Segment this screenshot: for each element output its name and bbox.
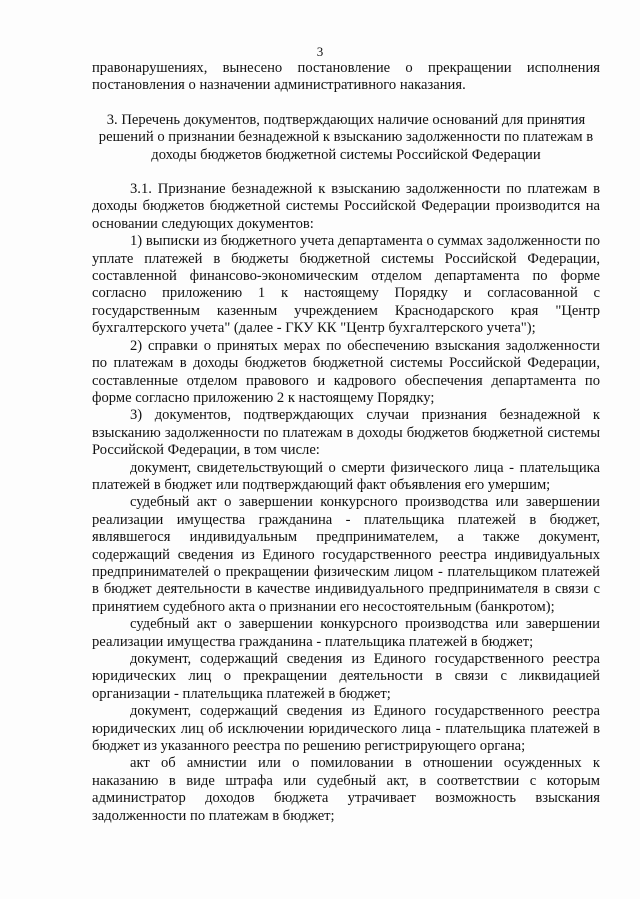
sub-item-bankruptcy-citizen: судебный акт о завершении конкурсного производства или завершении реализации имущества гражданина - плательщика платежей в бюджет; xyxy=(92,616,600,650)
sub-item-exclusion: документ, содержащий сведения из Единого государственного реестра юридических лиц об исключении юридического лица - плательщика платежей в бюджет из указанного реестра по решению регистрирующего органа; xyxy=(92,703,600,755)
sub-item-liquidation: документ, содержащий сведения из Единого государственного реестра юридических лиц о прекращении деятельности в связи с ликвидацией организации - плательщика платежей в бюджет; xyxy=(92,651,600,702)
list-item-1: 1) выписки из бюджетного учета департамента о суммах задолженности по уплате платежей в бюджеты бюджетной системы Российской Федерации, составленной финансово-экономическим отделом департамента по форме согласно приложению 1 к настоящему Порядку и согласованной с государственным казенным учреждением Краснодарского края "Центр бухгалтерского учета" (далее - ГКУ КК "Центр бухгалтерского учета"); xyxy=(92,233,600,337)
list-item-2: 2) справки о принятых мерах по обеспечению взыскания задолженности по платежам в доходы бюджетов бюджетной системы Российской Федерации, составленные отделом правового и кадрового обеспечения департамента по форме согласно приложению 2 к настоящему Порядку; xyxy=(92,337,600,406)
section-heading: 3. Перечень документов, подтверждающих наличие оснований для принятия решений о признании безнадежной к взысканию задолженности по платежам в доходы бюджетов бюджетной системы Российской Федерации xyxy=(98,111,594,163)
paragraph-3-1: 3.1. Признание безнадежной к взысканию задолженности по платежам в доходы бюджетов бюджетной системы Российской Федерации производится на основании следующих документов: xyxy=(92,181,600,232)
sub-item-death-document: документ, свидетельствующий о смерти физического лица - плательщика платежей в бюджет или подтверждающий факт объявления его умершим; xyxy=(92,459,600,493)
document-body xyxy=(92,60,600,825)
sub-item-amnesty: акт об амнистии или о помиловании в отношении осужденных к наказанию в виде штрафа или судебный акт, в соответствии с которым администратор доходов бюджета утрачивает возможность взыскания задолженности по платежам в бюджет; xyxy=(92,755,600,824)
page-number: 3 xyxy=(316,44,324,59)
paragraph-continuation: правонарушениях, вынесено постановление о прекращении исполнения постановления о назначении административного наказания. xyxy=(92,60,600,94)
sub-item-bankruptcy-entrepreneur: судебный акт о завершении конкурсного производства или завершении реализации имущества гражданина - плательщика платежей в бюджет, являвшегося индивидуальным предпринимателем, а также документ, содержащий сведения из Единого государственного реестра индивидуальных предпринимателей о прекращении физическим лицом - плательщиком платежей в бюджет деятельности в качестве индивидуального предпринимателя в связи с принятием судебного акта о признании его несостоятельным (банкротом); xyxy=(92,494,600,615)
list-item-3: 3) документов, подтверждающих случаи признания безнадежной к взысканию задолженности по платежам в доходы бюджетов бюджетной системы Российской Федерации, в том числе: xyxy=(92,407,600,459)
